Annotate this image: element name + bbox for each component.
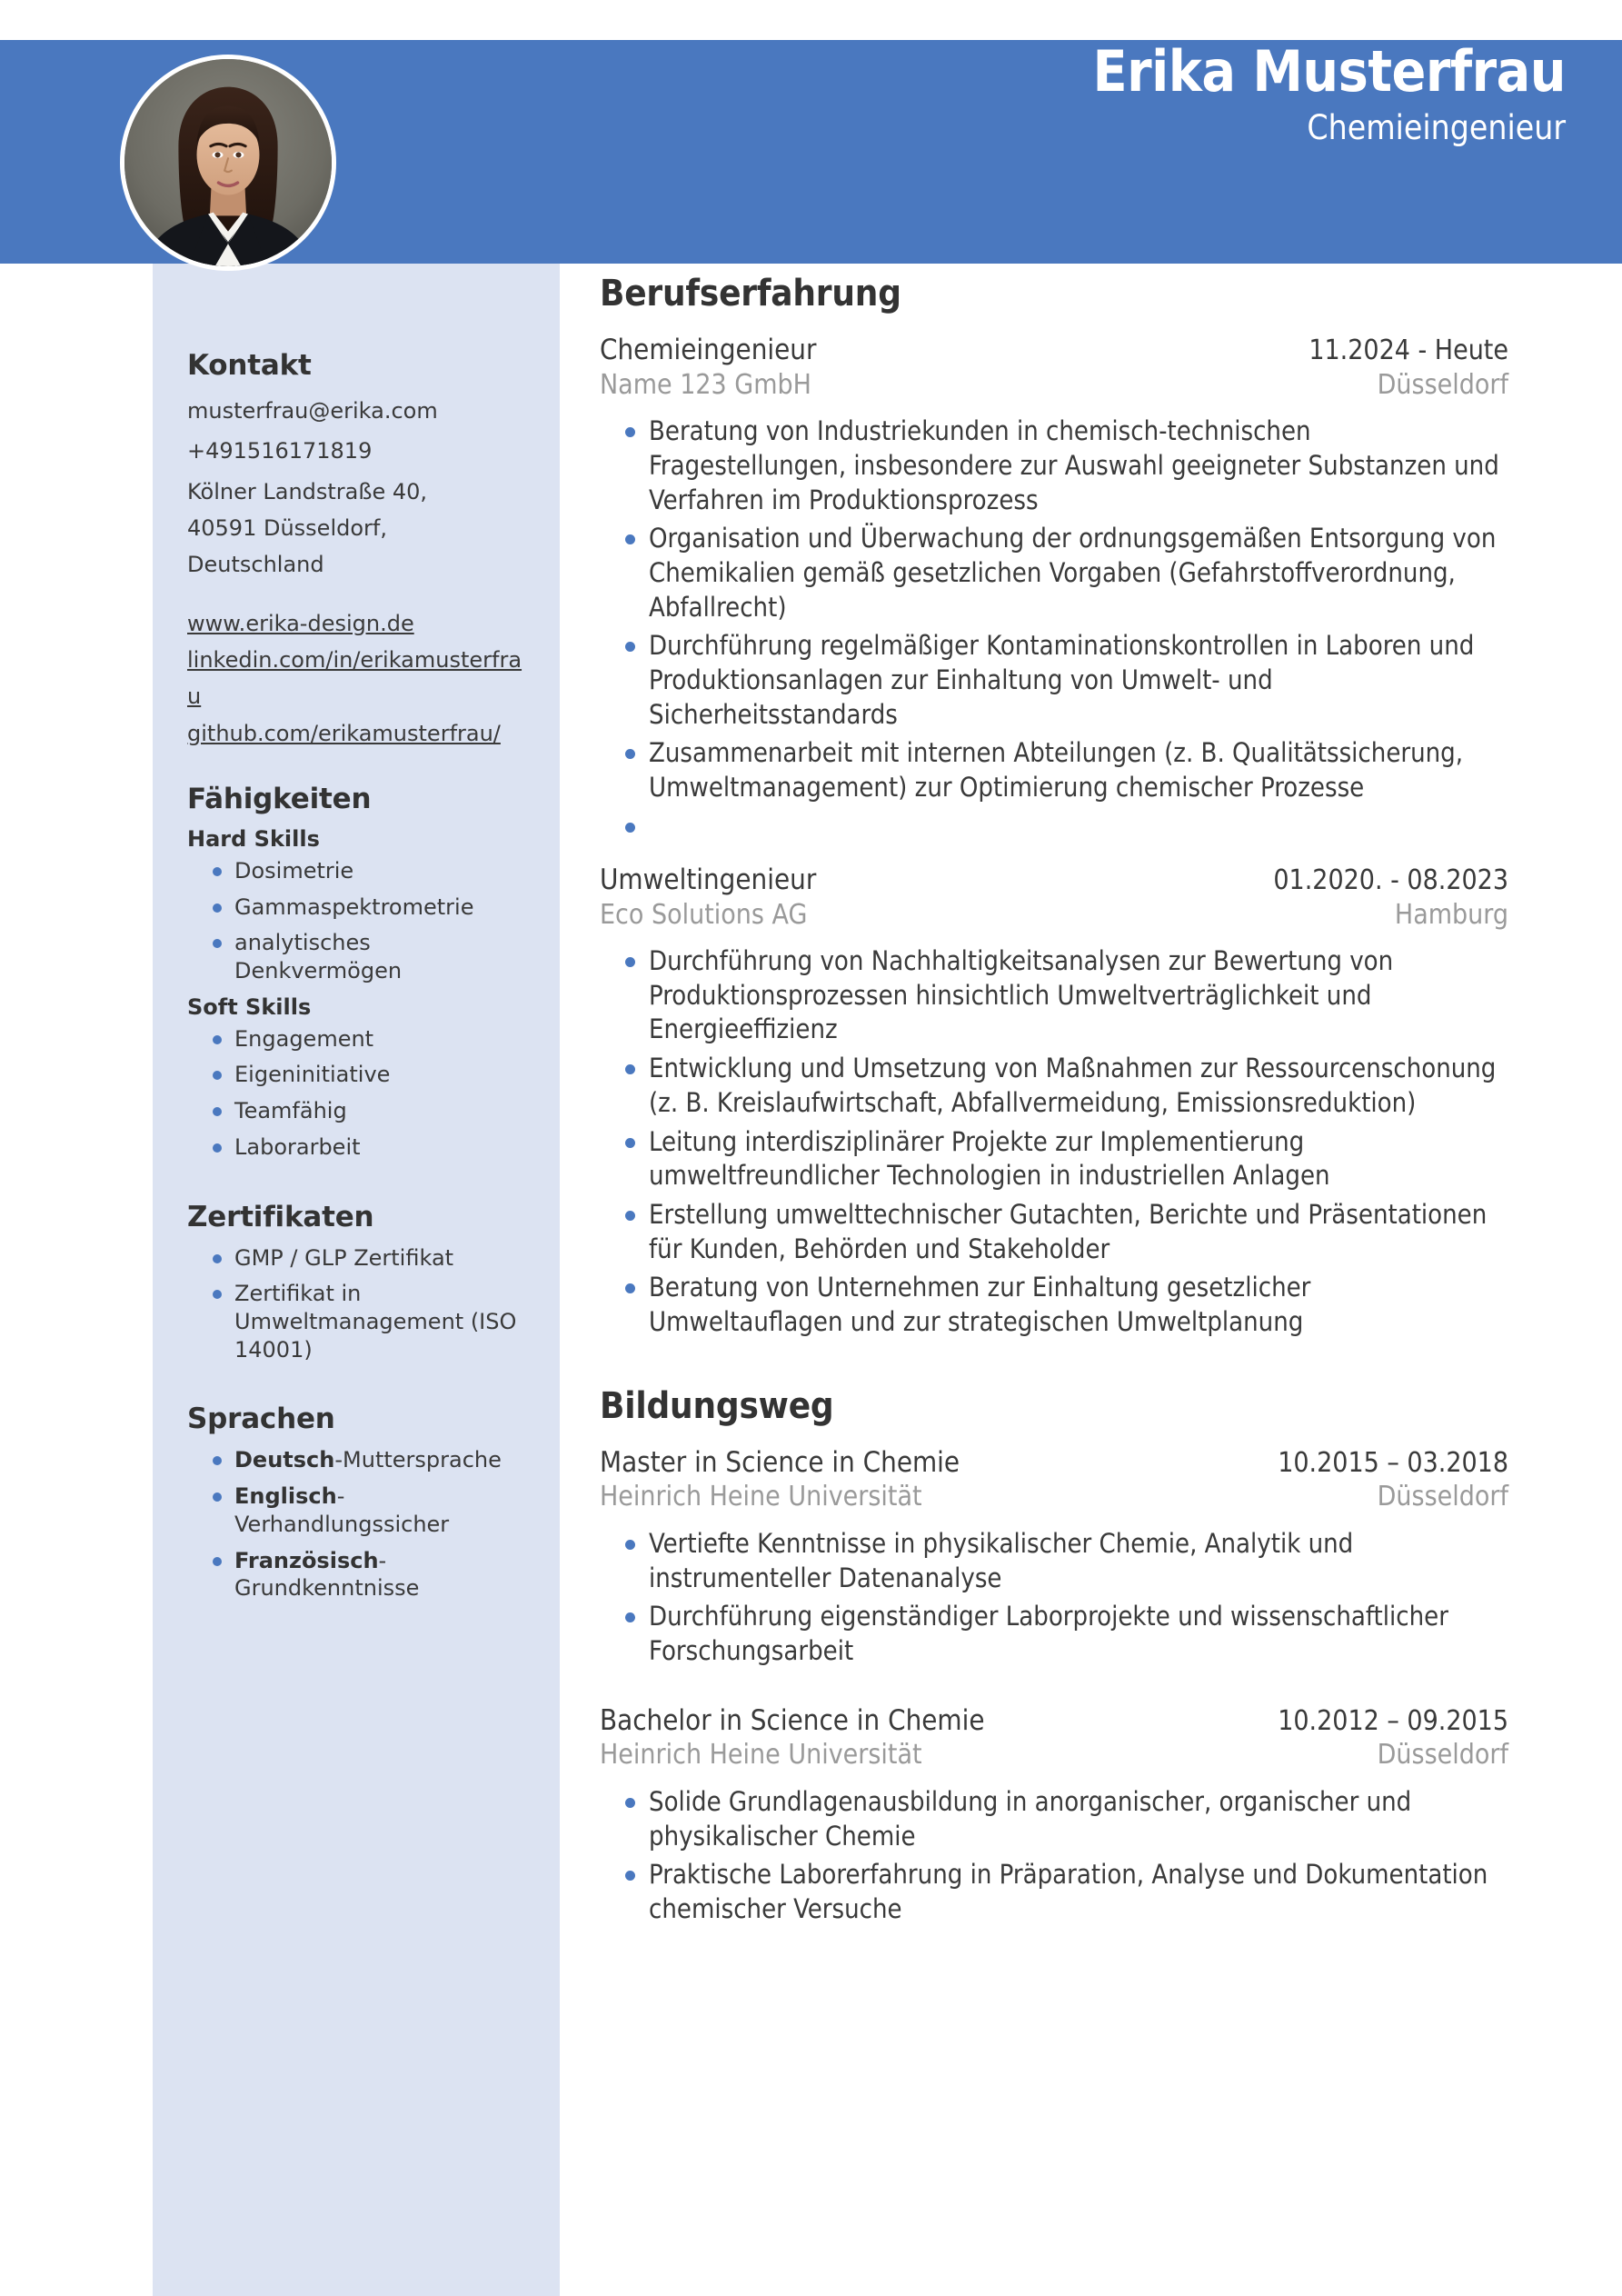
entry-org-row	[600, 898, 1508, 933]
list-item: Organisation und Überwachung der ordnungsgemäßen Entsorgung von Chemikalien gemäß gesetzlichen Vorgaben (Gefahrstoffverordnung, Abfallrecht)	[623, 522, 1508, 624]
list-item	[211, 1482, 529, 1538]
contact-address	[187, 474, 529, 584]
language-name: Deutsch	[234, 1447, 335, 1473]
header-text-block	[1092, 38, 1566, 148]
list-item-empty	[623, 810, 1508, 830]
list-item: Erstellung umwelttechnischer Gutachten, Berichte und Präsentationen für Kunden, Behörden und Stakeholder	[623, 1198, 1508, 1266]
soft-skills-list	[187, 1025, 529, 1162]
sidebar-heading-faehigkeiten: Fähigkeiten	[187, 782, 372, 815]
address-line-2: 40591 Düsseldorf,	[187, 514, 387, 541]
job-bullets	[600, 944, 1508, 1340]
list-item: Durchführung regelmäßiger Kontaminationskontrollen in Laboren und Produktionsanlagen zur Einhaltung von Umwelt- und Sicherheitsstandards	[623, 629, 1508, 732]
spacer	[600, 835, 1508, 863]
education-entry	[600, 1703, 1508, 1927]
header-role: Chemieingenieur	[1307, 108, 1566, 148]
job-title: Umweltingenieur	[600, 863, 817, 896]
entry-org-row	[600, 1738, 1508, 1772]
degree-bullets	[600, 1527, 1508, 1669]
sidebar-subheading-soft-skills: Soft Skills	[187, 993, 312, 1020]
degree-title: Master in Science in Chemie	[600, 1445, 960, 1479]
list-item: Laborarbeit	[211, 1133, 529, 1162]
degree-school: Heinrich Heine Universität	[600, 1739, 922, 1772]
list-item: Eigeninitiative	[211, 1061, 529, 1089]
job-company: Eco Solutions AG	[600, 898, 808, 931]
spacer	[187, 1170, 529, 1201]
sidebar-heading-sprachen: Sprachen	[187, 1403, 335, 1436]
job-date: 11.2024 - Heute	[1309, 334, 1508, 366]
sidebar	[153, 264, 560, 2296]
job-location: Düsseldorf	[1377, 368, 1508, 401]
degree-location: Düsseldorf	[1377, 1739, 1508, 1772]
list-item: GMP / GLP Zertifikat	[211, 1244, 529, 1273]
language-name: Englisch	[234, 1483, 337, 1510]
job-location: Hamburg	[1394, 898, 1508, 931]
entry-title-row	[600, 1445, 1508, 1481]
spacer	[600, 1345, 1508, 1385]
contact-links	[187, 605, 529, 752]
contact-email[interactable]: musterfrau@erika.com	[187, 398, 438, 424]
section-heading-berufserfahrung: Berufserfahrung	[600, 273, 901, 314]
experience-entry	[600, 333, 1508, 830]
list-item: Teamfähig	[211, 1097, 529, 1125]
list-item: Zusammenarbeit mit internen Abteilungen (z. B. Qualitätssicherung, Umweltmanagement) zur Optimierung chemischer Prozesse	[623, 736, 1508, 804]
main-content	[600, 273, 1508, 1932]
list-item: Entwicklung und Umsetzung von Maßnahmen zur Ressourcenschonung (z. B. Kreislaufwirtschaft, Abfallvermeidung, Emissionsreduktion)	[623, 1052, 1508, 1120]
page-title: Erika Musterfrau	[1092, 38, 1566, 105]
list-item: Praktische Laborerfahrung in Präparation, Analyse und Dokumentation chemischer Versuche	[623, 1858, 1508, 1926]
address-line-3: Deutschland	[187, 552, 324, 578]
list-item: Beratung von Unternehmen zur Einhaltung gesetzlicher Umweltauflagen und zur strategischen Umweltplanung	[623, 1271, 1508, 1339]
job-title: Chemieingenieur	[600, 334, 817, 366]
language-level: -Verhandlungssicher	[234, 1483, 450, 1537]
entry-title-row	[600, 1703, 1508, 1739]
list-item	[211, 1547, 529, 1602]
language-name: Französisch	[234, 1547, 379, 1573]
list-item: Durchführung eigenständiger Laborprojekte und wissenschaftlicher Forschungsarbeit	[623, 1600, 1508, 1668]
contact-email-row	[187, 393, 529, 429]
degree-location: Düsseldorf	[1377, 1481, 1508, 1513]
hard-skills-list	[187, 857, 529, 985]
address-line-1: Kölner Landstraße 40,	[187, 478, 428, 504]
link-github[interactable]: github.com/erikamusterfrau/	[187, 720, 501, 746]
degree-title: Bachelor in Science in Chemie	[600, 1703, 985, 1737]
list-item: Durchführung von Nachhaltigkeitsanalysen zur Bewertung von Produktionsprozessen hinsichtlich Umweltverträglichkeit und Energieeffizienz	[623, 944, 1508, 1047]
languages-list	[187, 1446, 529, 1602]
list-item: analytisches Denkvermögen	[211, 929, 529, 984]
list-item	[211, 1446, 529, 1474]
sidebar-heading-zertifikaten: Zertifikaten	[187, 1200, 374, 1233]
list-item: Solide Grundlagenausbildung in anorganischer, organischer und physikalischer Chemie	[623, 1785, 1508, 1853]
link-linkedin[interactable]: linkedin.com/in/erikamusterfrau	[187, 646, 522, 710]
list-item: Zertifikat in Umweltmanagement (ISO 14001)	[211, 1280, 529, 1363]
entry-title-row	[600, 333, 1508, 368]
entry-org-row	[600, 368, 1508, 403]
degree-school: Heinrich Heine Universität	[600, 1481, 922, 1513]
sidebar-heading-kontakt: Kontakt	[187, 349, 312, 382]
job-company: Name 123 GmbH	[600, 368, 811, 401]
degree-date: 10.2012 – 09.2015	[1278, 1704, 1508, 1737]
spacer	[187, 1372, 529, 1403]
job-bullets	[600, 414, 1508, 830]
portrait-illustration	[124, 59, 332, 266]
contact-phone[interactable]: +491516171819	[187, 438, 373, 464]
link-website[interactable]: www.erika-design.de	[187, 610, 414, 636]
entry-org-row	[600, 1480, 1508, 1514]
entry-title-row	[600, 863, 1508, 898]
list-item: Vertiefte Kenntnisse in physikalischer Chemie, Analytik und instrumenteller Datenanalyse	[623, 1527, 1508, 1595]
spacer	[600, 1674, 1508, 1703]
spacer	[187, 752, 529, 783]
education-entry	[600, 1445, 1508, 1669]
sidebar-subheading-hard-skills: Hard Skills	[187, 825, 320, 852]
list-item: Engagement	[211, 1025, 529, 1053]
language-level: -Muttersprache	[334, 1447, 502, 1473]
list-item: Beratung von Industriekunden in chemisch-technischen Fragestellungen, insbesondere zur Auswahl geeigneter Substanzen und Verfahren im Produktionsprozess	[623, 414, 1508, 517]
list-item: Leitung interdisziplinärer Projekte zur Implementierung umweltfreundlicher Technologien in industriellen Anlagen	[623, 1125, 1508, 1193]
language-level: -Grundkenntnisse	[234, 1547, 420, 1602]
avatar	[120, 55, 336, 271]
degree-date: 10.2015 – 03.2018	[1278, 1446, 1508, 1479]
certificates-list	[187, 1244, 529, 1364]
section-heading-bildungsweg: Bildungsweg	[600, 1384, 834, 1427]
job-date: 01.2020. - 08.2023	[1273, 863, 1508, 896]
contact-phone-row	[187, 433, 529, 469]
spacer	[187, 587, 529, 605]
degree-bullets	[600, 1785, 1508, 1927]
experience-entry	[600, 863, 1508, 1340]
list-item: Gammaspektrometrie	[211, 893, 529, 922]
list-item: Dosimetrie	[211, 857, 529, 885]
portrait-photo	[124, 59, 332, 266]
